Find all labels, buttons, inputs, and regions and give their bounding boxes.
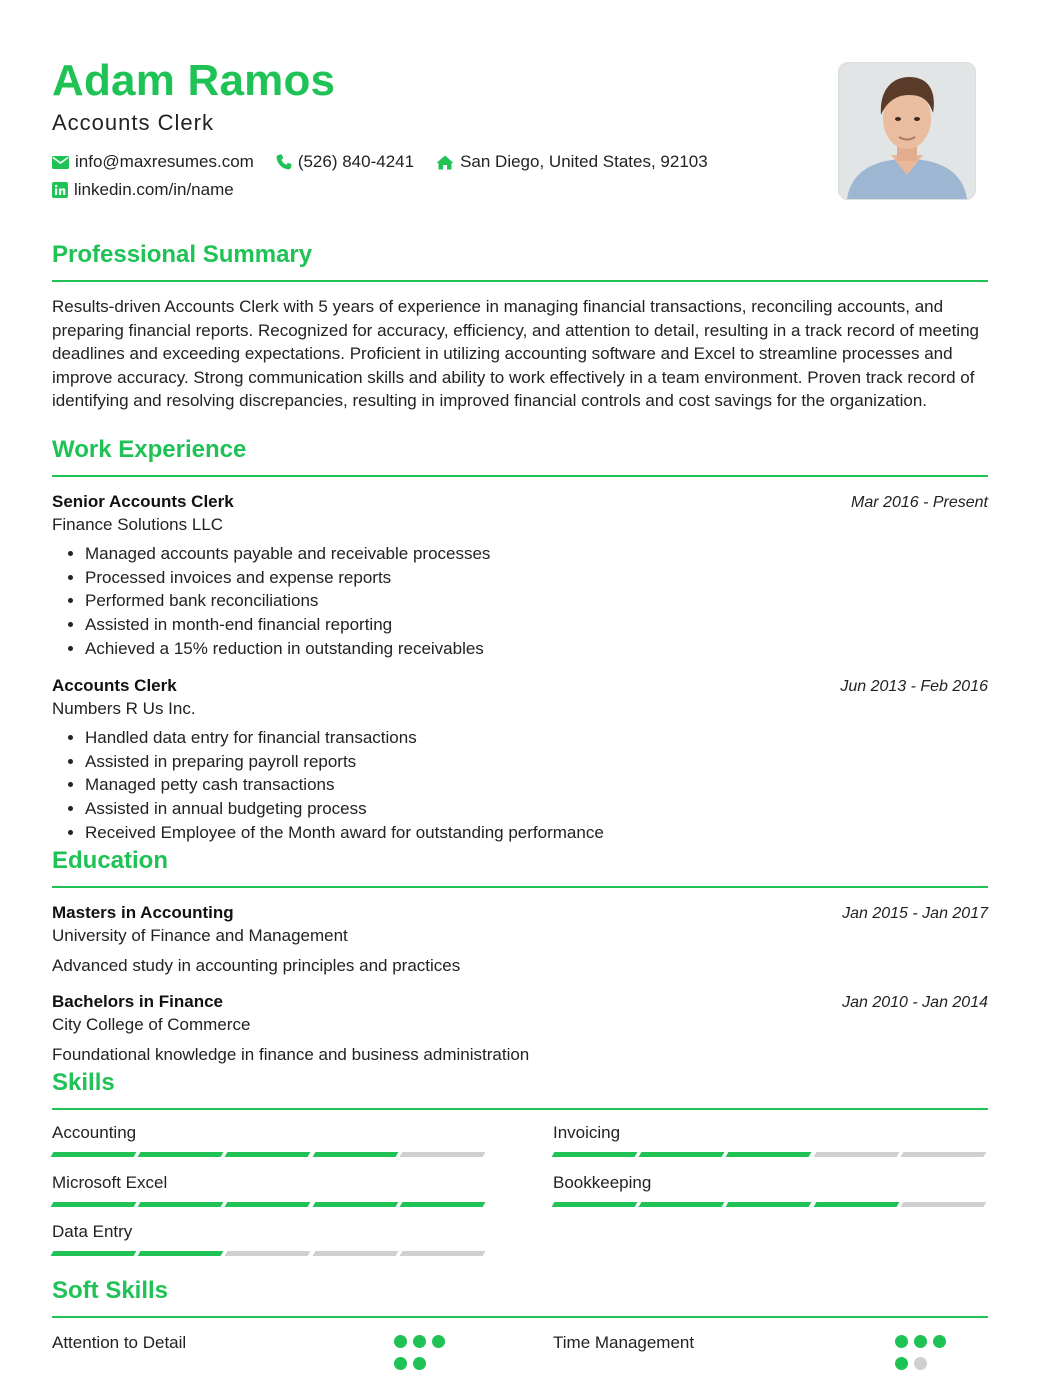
rating-dot-filled [413,1357,426,1370]
job-role: Accounts Clerk [52,676,177,695]
education-entry [52,901,988,977]
section-divider [52,1316,988,1318]
location-text: San Diego, United States, 92103 [460,152,708,171]
bullet-item: • Processed invoices and expense reports [85,566,988,590]
skills-heading: Skills [52,1069,115,1096]
skill-segment-empty [399,1152,485,1157]
rating-dot-filled [394,1335,407,1348]
home-icon [436,155,454,170]
skill-segment-filled [726,1152,812,1157]
skill-item [553,1172,989,1207]
skill-segment-filled [312,1152,398,1157]
bullet-item: • Managed petty cash transactions [85,773,988,797]
contact-email[interactable] [52,152,254,172]
rating-dot-empty [914,1357,927,1370]
job-title: Accounts Clerk [52,110,214,135]
skill-segment-filled [312,1202,398,1207]
rating-dot-filled [933,1335,946,1348]
soft-skill-item [553,1332,969,1354]
job-dates: Jun 2013 - Feb 2016 [840,678,988,695]
education-heading: Education [52,847,169,874]
education-dates: Jan 2015 - Jan 2017 [842,905,988,922]
job-bullets [52,726,988,845]
bullet-item: • Assisted in month-end financial reporting [85,613,988,637]
skill-name: Microsoft Excel [52,1173,168,1192]
section-divider [52,1108,988,1110]
skill-name: Accounting [52,1123,137,1142]
skill-segment-filled [552,1152,638,1157]
skill-item [52,1122,488,1157]
contact-location [436,152,708,172]
rating-dot-filled [914,1335,927,1348]
bullet-item: • Performed bank reconciliations [85,589,988,613]
skill-level-bar [52,1152,488,1157]
section-divider [52,886,988,888]
job-dates: Mar 2016 - Present [851,494,988,511]
skill-segment-filled [639,1152,725,1157]
skill-segment-filled [639,1202,725,1207]
candidate-name: Adam Ramos [52,56,336,105]
education-description: Foundational knowledge in finance and business administration [52,1045,530,1064]
skill-segment-filled [51,1251,137,1256]
skill-segment-filled [51,1202,137,1207]
skill-item [52,1221,488,1256]
rating-dot-filled [413,1335,426,1348]
skill-segment-filled [225,1152,311,1157]
skill-segment-empty [312,1251,398,1256]
linkedin-icon [52,182,68,198]
skill-segment-filled [225,1202,311,1207]
soft-skill-rating [394,1335,468,1379]
email-text: info@maxresumes.com [75,152,254,171]
skills-section-header [52,1068,988,1110]
portrait-image [839,63,975,199]
bullet-item: • Managed accounts payable and receivable processes [85,542,988,566]
skill-segment-filled [399,1202,485,1207]
bullet-item: • Achieved a 15% reduction in outstanding receivables [85,637,988,661]
experience-entry [52,490,988,661]
linkedin-text: linkedin.com/in/name [74,180,234,199]
skill-segment-empty [813,1152,899,1157]
experience-section-header [52,435,988,477]
skill-segment-empty [399,1251,485,1256]
soft-skill-item [52,1332,468,1354]
education-section-header [52,846,988,888]
summary-section-header [52,240,988,282]
rating-dot-filled [432,1335,445,1348]
skill-segment-empty [900,1152,986,1157]
job-role: Senior Accounts Clerk [52,492,234,511]
soft-skill-rating [895,1335,969,1379]
skill-item [553,1122,989,1157]
experience-entry [52,674,988,845]
soft-skills-section-header [52,1276,988,1318]
skill-name: Data Entry [52,1222,133,1241]
skill-segment-empty [900,1202,986,1207]
summary-heading: Professional Summary [52,241,313,268]
skill-segment-filled [726,1202,812,1207]
rating-dot-filled [394,1357,407,1370]
education-description: Advanced study in accounting principles and practices [52,956,461,975]
skill-segment-filled [138,1152,224,1157]
contact-info [52,148,730,204]
skill-level-bar [553,1152,989,1157]
education-dates: Jan 2010 - Jan 2014 [842,994,988,1011]
bullet-item: • Assisted in preparing payroll reports [85,750,988,774]
education-entry [52,990,988,1066]
school-name: University of Finance and Management [52,926,348,945]
rating-dot-filled [895,1357,908,1370]
job-bullets [52,542,988,661]
envelope-icon [52,156,69,169]
skill-segment-filled [51,1152,137,1157]
company-name: Finance Solutions LLC [52,515,224,534]
profile-photo [838,62,976,200]
skill-level-bar [52,1202,488,1207]
rating-dot-filled [895,1335,908,1348]
skill-segment-empty [225,1251,311,1256]
bullet-item: • Handled data entry for financial transactions [85,726,988,750]
skill-segment-filled [138,1202,224,1207]
contact-phone[interactable] [276,152,414,172]
phone-text: (526) 840-4241 [297,152,415,171]
school-name: City College of Commerce [52,1015,251,1034]
experience-heading: Work Experience [52,436,247,463]
degree-name: Bachelors in Finance [52,992,223,1011]
bullet-item: • Assisted in annual budgeting process [85,797,988,821]
section-divider [52,475,988,477]
soft-skill-name: Attention to Detail [52,1333,187,1352]
phone-icon [276,154,292,170]
bullet-item: • Received Employee of the Month award for outstanding performance [85,821,988,845]
soft-skill-name: Time Management [553,1333,695,1352]
skill-level-bar [553,1202,989,1207]
degree-name: Masters in Accounting [52,903,234,922]
soft-skills-heading: Soft Skills [52,1277,169,1304]
skill-name: Bookkeeping [553,1173,652,1192]
skill-segment-filled [138,1251,224,1256]
skill-level-bar [52,1251,488,1256]
contact-linkedin[interactable] [52,180,234,200]
summary-text: Results-driven Accounts Clerk with 5 years of experience in managing financial transactions, reconciling accounts, and preparing financial reports. Recognized for accuracy, efficiency, and attention to detail, resulting in a track record of meeting deadlines and exceeding expectations. Proficient in utilizing accounting software and Excel to streamline processes and improve accuracy. Strong communication skills and ability to work effectively in a team environment. Proven track record of identifying and resolving discrepancies, resulting in improved financial controls and cost savings for the organization. [52,297,979,410]
skill-item [52,1172,488,1207]
skill-name: Invoicing [553,1123,621,1142]
skill-segment-filled [813,1202,899,1207]
skill-segment-filled [552,1202,638,1207]
section-divider [52,280,988,282]
company-name: Numbers R Us Inc. [52,699,196,718]
